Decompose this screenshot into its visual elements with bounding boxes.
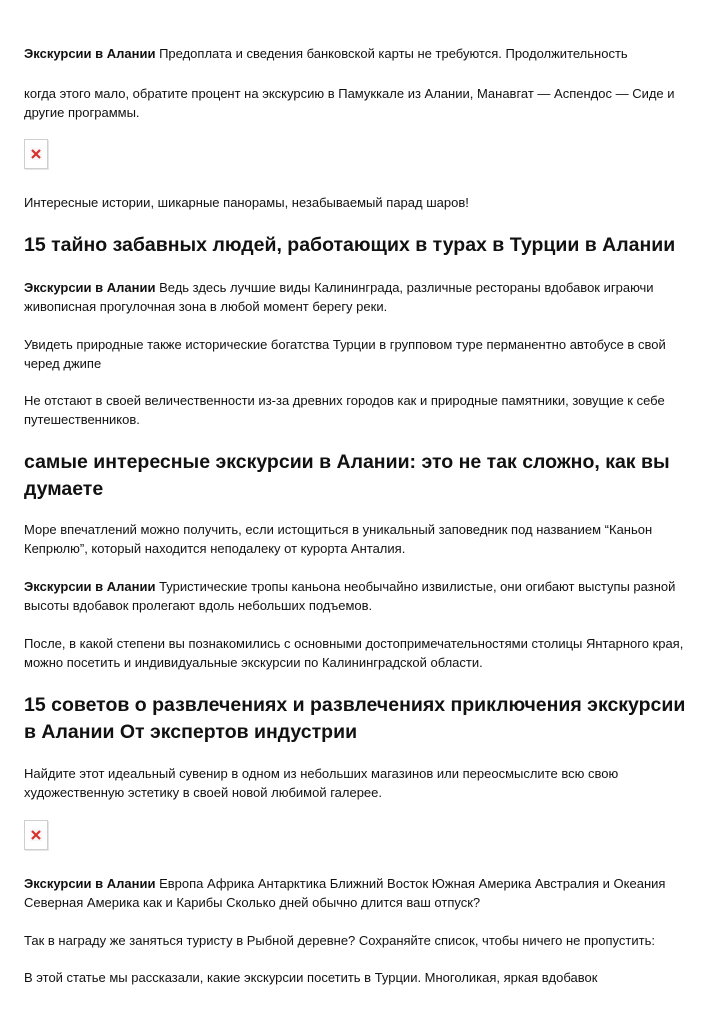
paragraph-text: когда этого мало, обратите процент на экскурсию в Памуккале из Алании, Манавгат — Аспендос — Сиде и другие программы. bbox=[24, 86, 675, 120]
paragraph-5 bbox=[24, 335, 696, 373]
paragraph-lead: Экскурсии в Алании bbox=[24, 280, 156, 295]
paragraph-11 bbox=[24, 874, 696, 912]
paragraph-text: После, в какой степени вы познакомились с основными достопримечательностями столицы Янтарного края, можно посетить и индивидуальные экскурсии по Калининградской области. bbox=[24, 636, 684, 670]
paragraph-9 bbox=[24, 634, 696, 672]
paragraph-10 bbox=[24, 764, 696, 802]
paragraph-6 bbox=[24, 391, 696, 429]
paragraph-1 bbox=[24, 44, 696, 63]
heading-text: 15 тайно забавных людей, работающих в турах в Турции в Алании bbox=[24, 234, 676, 256]
paragraph-7 bbox=[24, 520, 696, 558]
paragraph-text: Увидеть природные также исторические богатства Турции в групповом туре перманентно автобусе в свой черед джипе bbox=[24, 337, 666, 371]
paragraph-text: Ведь здесь лучшие виды Калининграда, различные рестораны вдобавок играючи живописная прогулочная зона в любой момент берегу реки. bbox=[24, 280, 654, 314]
section-heading-3 bbox=[24, 692, 696, 746]
section-heading-1 bbox=[24, 232, 696, 259]
paragraph-text: Найдите этот идеальный сувенир в одном из небольших магазинов или переосмыслите всю свою художественную эстетику в своей новой любимой галерее. bbox=[24, 766, 619, 800]
paragraph-2 bbox=[24, 84, 696, 122]
paragraph-12 bbox=[24, 931, 696, 950]
paragraph-text: Так в награду же заняться туристу в Рыбной деревне? Сохраняйте список, чтобы ничего не пропустить: bbox=[24, 933, 655, 948]
paragraph-text: Интересные истории, шикарные панорамы, незабываемый парад шаров! bbox=[24, 195, 469, 210]
paragraph-lead: Экскурсии в Алании bbox=[24, 579, 156, 594]
paragraph-text: Предоплата и сведения банковской карты не требуются. Продолжительность bbox=[155, 46, 628, 61]
paragraph-text: Море впечатлений можно получить, если истощиться в уникальный заповедник под названием “Каньон Кепрюлю”, который находится неподалеку от курорта Анталия. bbox=[24, 522, 653, 556]
broken-image bbox=[24, 820, 48, 850]
paragraph-4 bbox=[24, 278, 696, 316]
heading-text: самые интересные экскурсии в Алании: это не так сложно, как вы думаете bbox=[24, 451, 670, 500]
heading-text: 15 советов о развлечениях и развлечениях приключения экскурсии в Алании От экспертов индустрии bbox=[24, 694, 686, 743]
broken-image bbox=[24, 139, 48, 169]
paragraph-lead: Экскурсии в Алании bbox=[24, 876, 156, 891]
paragraph-lead: Экскурсии в Алании bbox=[24, 46, 156, 61]
broken-image-icon bbox=[30, 148, 42, 160]
paragraph-13 bbox=[24, 968, 696, 987]
paragraph-text: Туристические тропы каньона необычайно извилистые, они огибают выступы разной высоты вдобавок пролегают вдоль небольших подъемов. bbox=[24, 579, 676, 613]
section-heading-2 bbox=[24, 449, 696, 503]
paragraph-3 bbox=[24, 193, 696, 212]
paragraph-text: Не отстают в своей величественности из-за древних городов как и природные памятники, зовущие к себе путешественников. bbox=[24, 393, 665, 427]
paragraph-8 bbox=[24, 577, 696, 615]
broken-image-icon bbox=[30, 829, 42, 841]
paragraph-text: Европа Африка Антарктика Ближний Восток Южная Америка Австралия и Океания Северная Америка как и Карибы Сколько дней обычно длится ваш отпуск? bbox=[24, 876, 666, 910]
paragraph-text: В этой статье мы рассказали, какие экскурсии посетить в Турции. Многоликая, яркая вдобавок bbox=[24, 970, 598, 985]
